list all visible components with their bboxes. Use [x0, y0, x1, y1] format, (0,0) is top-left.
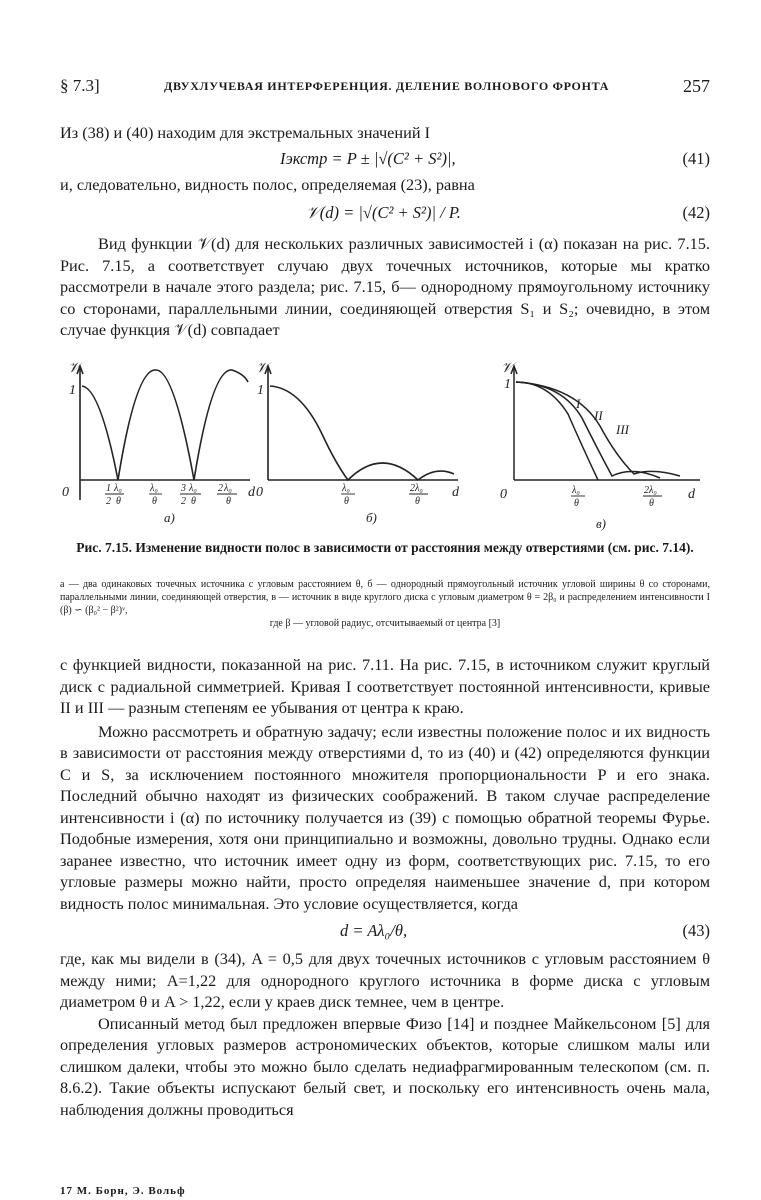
- panel-b-x-axis-label: d: [452, 485, 459, 500]
- equation-43: [60, 914, 710, 948]
- page-number: 257: [683, 76, 710, 96]
- equation-43-number: (43): [682, 921, 710, 940]
- panel-b-tick-1-ln: λ₀: [342, 483, 350, 494]
- panel-c: [511, 366, 700, 480]
- panel-a-tick-2-ld: θ: [152, 496, 157, 507]
- panel-c-x-axis-label: d: [688, 487, 695, 502]
- panel-c-curve-label-iii: III: [616, 422, 629, 437]
- panel-a-tick-3-d: 2: [181, 496, 186, 507]
- panel-a-origin: 0: [62, 485, 69, 500]
- panel-a-curve: [82, 370, 248, 480]
- panel-c-curve-ii: [516, 382, 660, 478]
- panel-b-label: б): [366, 510, 377, 525]
- paragraph-2: и, следовательно, видность полос, определяемая (23), равна: [60, 174, 475, 194]
- panel-a-tick-4-n: 2: [218, 483, 223, 494]
- panel-c-y-axis-label: 𝒱: [501, 362, 513, 376]
- equation-42: [60, 195, 710, 229]
- panel-c-curve-label-ii: II: [594, 408, 603, 423]
- panel-b-tick-2-ld: θ: [415, 496, 420, 507]
- panel-c-tick-1-ld: θ: [574, 498, 579, 509]
- panel-b: [265, 366, 458, 480]
- figure-7-15: [60, 362, 710, 542]
- panel-b-curve: [270, 386, 454, 480]
- paragraph-1: Из (38) и (40) находим для экстремальных значений I: [60, 123, 431, 142]
- panel-c-origin: 0: [500, 487, 507, 502]
- panel-a-tick-2-ln: λ₀: [150, 483, 158, 494]
- paragraph-6: где, как мы видели в (34), A = 0,5 для двух точечных источников с угловым расстоянием θ между ними; A=1,22 для однородного круглого источника в форме диска с угловым диаметром θ и A > 1,22, если у краев диск темнее, чем в центре.: [60, 949, 710, 1011]
- paragraph-4: с функцией видности, показанной на рис. 7.11. На рис. 7.15, в источником служит круглый диск с радиальной симметрией. Кривая I соответствует постоянной интенсивности, кривые II и III — разным степеням ее убывания от центра к краю.: [60, 655, 710, 717]
- panel-c-tick-1-ln: λ₀: [572, 485, 580, 496]
- panel-a-tick-1-ld: θ: [116, 496, 121, 507]
- text-block-bottom: [60, 654, 710, 1120]
- panel-c-tick-2-ln: 2λ₀: [644, 485, 657, 496]
- panel-c-y-tick: 1: [504, 377, 511, 392]
- equation-43-body: d = Aλ₀/θ,: [340, 921, 408, 940]
- panel-a-tick-3-ln: λ₀: [189, 483, 197, 494]
- panel-a-y-tick: 1: [69, 383, 76, 398]
- panel-a-label: а): [164, 510, 175, 525]
- panel-a-tick-1-n: 1: [106, 483, 111, 494]
- paragraph-7: Описанный метод был предложен впервые Физо [14] и позднее Майкельсоном [5] для определения угловых размеров астрономических объектов, которые слишком малы или слишком далеки, чтобы это можно было сделать недиафрагмированным телескопом (см. п. 8.6.2). Такие объекты испускают белый свет, и поскольку его интенсивность очень мала, наблюдения должны проводиться: [60, 1013, 710, 1119]
- equation-41: [60, 144, 710, 174]
- panel-a-tick-4-ln: λ₀: [224, 483, 232, 494]
- panel-b-origin: 0: [256, 485, 263, 500]
- panel-a-tick-1-d: 2: [106, 496, 111, 507]
- panel-a-x-axis-label: d: [248, 485, 255, 500]
- footer-signature: 17 М. Борн, Э. Вольф: [60, 1185, 186, 1197]
- running-title: ДВУХЛУЧЕВАЯ ИНТЕРФЕРЕНЦИЯ. ДЕЛЕНИЕ ВОЛНОВОГО ФРОНТА: [164, 79, 610, 93]
- paragraph-3: Вид функции 𝒱(d) для нескольких различных зависимостей i (α) показан на рис. 7.15. Рис. 7.15, а соответствует случаю двух точечных источников, которые мы кратко рассмотрели в начале этого раздела; рис. 7.15, б— однородному прямоугольному источнику со сторонами, параллельными линии, соединяющей отверстия S₁ и S₂; очевидно, в этом случае функция 𝒱(d) совпадает: [60, 234, 710, 339]
- panel-c-curve-iii: [516, 382, 680, 476]
- equation-42-body: 𝒱(d) = |√(C² + S²)| / P.: [306, 203, 461, 222]
- figure-legend-line-1: а — два одинаковых точечных источника с угловым расстоянием θ, б — однородный прямоугольный источник угловой ширины θ со сторонами, параллельными линии, соединяющей отверстия, в — источник в виде круглого диска с угловым диаметром θ = 2β₀ и распределением интенсивности I (β) ∽ (β₀² − β²)ᵛ,: [60, 579, 710, 616]
- panel-a-tick-3-ld: θ: [191, 496, 196, 507]
- panel-a: [77, 366, 250, 500]
- text-block-top: [60, 122, 710, 341]
- panel-b-y-axis-label: 𝒱: [256, 362, 268, 376]
- panel-c-tick-2-ld: θ: [649, 498, 654, 509]
- running-header: [60, 76, 710, 100]
- figure-legend: [60, 578, 710, 630]
- section-number: § 7.3]: [60, 76, 100, 95]
- panel-b-tick-1-ld: θ: [344, 496, 349, 507]
- paragraph-5: Можно рассмотреть и обратную задачу; если известны положение полос и их видность в зависимости от расстояния между отверстиями d, то из (40) и (42) определяются функции C и S, за исключением постоянного множителя пропорциональности P и его знака. Последний обычно находят из физических соображений. В таком случае распределение интенсивности i (α) по источнику получается из (39) с помощью обратной теоремы Фурье. Подобные измерения, хотя они принципиально и возможны, довольно трудны. Однако если заранее известно, что источник имеет одну из форм, соответствующих рис. 7.15, то его угловые размеры можно найти, просто определяя наименьшее значение d, при котором видность полос минимальная. Это условие осуществляется, когда: [60, 721, 710, 913]
- equation-42-number: (42): [682, 203, 710, 222]
- panel-c-curve-i: [516, 382, 598, 480]
- panel-a-y-axis-label: 𝒱: [68, 362, 80, 376]
- figure-caption: Рис. 7.15. Изменение видности полос в зависимости от расстояния между отверстиями (см. рис. 7.14).: [76, 540, 694, 555]
- panel-a-tick-1-ln: λ₀: [114, 483, 122, 494]
- panel-b-y-tick: 1: [257, 383, 264, 398]
- panel-c-label: в): [596, 516, 606, 531]
- panel-a-tick-3-n: 3: [181, 483, 186, 494]
- panel-b-tick-2-ln: 2λ₀: [410, 483, 423, 494]
- equation-41-body: Iэкстр = P ± |√(C² + S²)|,: [280, 148, 456, 168]
- panel-a-tick-4-ld: θ: [226, 496, 231, 507]
- panel-c-curve-label-i: I: [576, 396, 581, 411]
- equation-41-number: (41): [682, 148, 710, 168]
- figure-legend-line-2: где β — угловой радиус, отсчитываемый от центра [3]: [269, 618, 501, 629]
